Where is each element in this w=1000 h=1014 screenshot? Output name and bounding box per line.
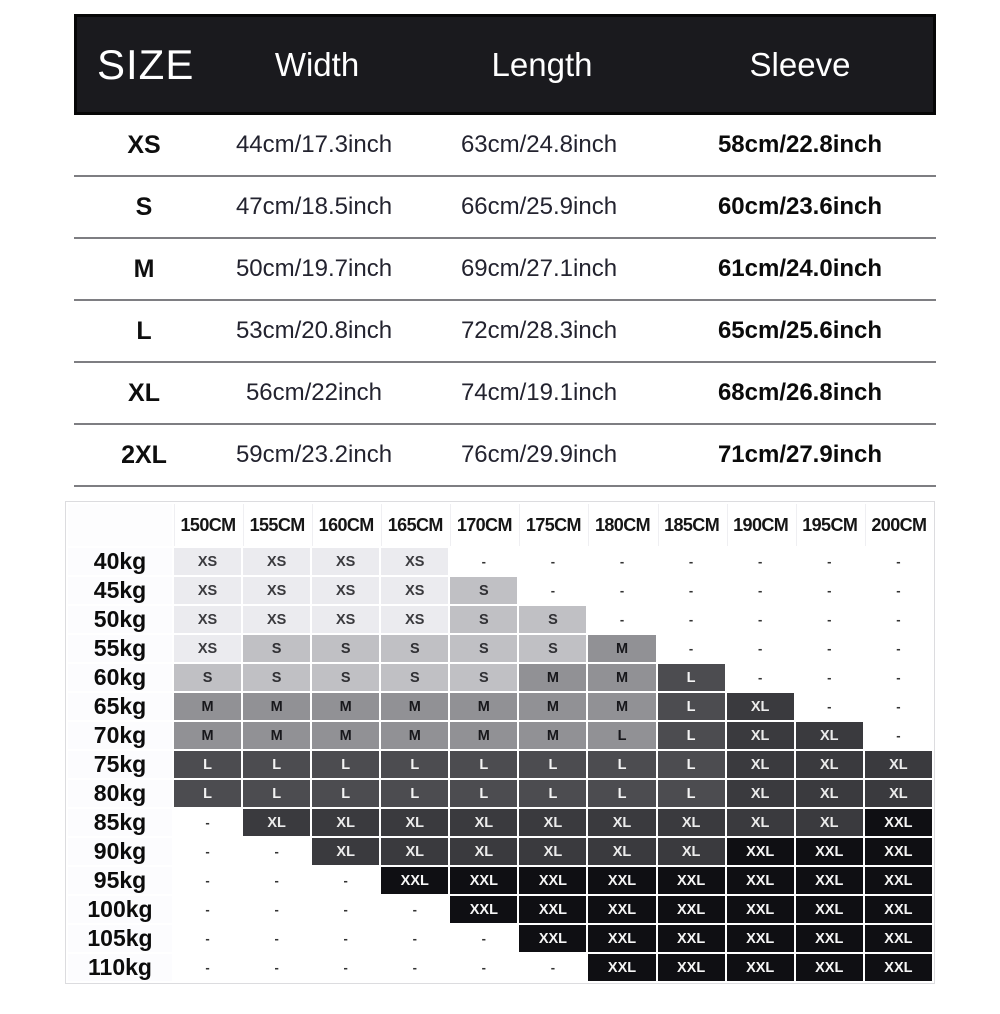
matrix-cell: - — [865, 548, 932, 575]
matrix-cell: L — [450, 780, 517, 807]
matrix-cell: S — [450, 606, 517, 633]
matrix-cell: - — [727, 606, 794, 633]
matrix-cell: L — [174, 751, 241, 778]
matrix-cell: - — [588, 548, 655, 575]
matrix-row — [68, 577, 932, 604]
matrix-cell: M — [450, 722, 517, 749]
matrix-cell: XL — [727, 751, 794, 778]
matrix-cell: L — [588, 780, 655, 807]
sleeve-value: 68cm/26.8inch — [717, 379, 883, 406]
size-label: XL — [128, 378, 160, 407]
size-table-row — [74, 115, 936, 177]
height-header: 195CM — [796, 504, 863, 546]
matrix-cell: XXL — [727, 896, 794, 923]
matrix-cell: XXL — [727, 867, 794, 894]
matrix-cell: - — [174, 809, 241, 836]
length-value: 69cm/27.1inch — [460, 255, 618, 282]
matrix-cell: XL — [865, 751, 932, 778]
size-label: 2XL — [121, 440, 167, 469]
matrix-cell: M — [381, 722, 448, 749]
matrix-cell: L — [243, 780, 310, 807]
size-table-row — [74, 363, 936, 425]
matrix-cell: M — [243, 693, 310, 720]
matrix-cell: - — [588, 577, 655, 604]
matrix-cell: XXL — [588, 896, 655, 923]
length-value: 66cm/25.9inch — [460, 193, 618, 220]
matrix-cell: XXL — [796, 896, 863, 923]
height-header: 175CM — [519, 504, 586, 546]
matrix-cell: XS — [312, 606, 379, 633]
matrix-cell: XXL — [588, 954, 655, 981]
matrix-cell: - — [865, 577, 932, 604]
matrix-cell: XL — [796, 722, 863, 749]
matrix-cell: - — [519, 954, 586, 981]
matrix-cell: XXL — [381, 867, 448, 894]
matrix-cell: - — [865, 606, 932, 633]
weight-label: 75kg — [68, 751, 172, 778]
matrix-cell: XXL — [658, 867, 725, 894]
matrix-cell: XL — [312, 809, 379, 836]
matrix-cell: - — [727, 635, 794, 662]
height-header: 155CM — [243, 504, 310, 546]
matrix-cell: S — [174, 664, 241, 691]
matrix-cell: XXL — [658, 896, 725, 923]
matrix-cell: S — [450, 577, 517, 604]
matrix-cell: XS — [312, 577, 379, 604]
matrix-corner-cell — [68, 504, 172, 546]
matrix-cell: L — [658, 664, 725, 691]
matrix-cell: L — [658, 693, 725, 720]
matrix-cell: M — [381, 693, 448, 720]
matrix-cell: - — [727, 548, 794, 575]
weight-label: 55kg — [68, 635, 172, 662]
matrix-cell: - — [174, 867, 241, 894]
matrix-cell: XXL — [796, 925, 863, 952]
height-header: 160CM — [312, 504, 379, 546]
matrix-cell: XXL — [865, 925, 932, 952]
matrix-cell: L — [381, 751, 448, 778]
matrix-cell: - — [865, 693, 932, 720]
matrix-cell: L — [519, 751, 586, 778]
matrix-cell: - — [658, 635, 725, 662]
matrix-cell: - — [450, 925, 517, 952]
matrix-row — [68, 809, 932, 836]
matrix-cell: - — [727, 664, 794, 691]
width-value: 44cm/17.3inch — [235, 131, 393, 158]
matrix-cell: XXL — [727, 954, 794, 981]
matrix-cell: M — [174, 693, 241, 720]
length-value: 63cm/24.8inch — [460, 131, 618, 158]
weight-label: 60kg — [68, 664, 172, 691]
matrix-cell: L — [658, 780, 725, 807]
size-table-row — [74, 239, 936, 301]
matrix-cell: XL — [312, 838, 379, 865]
matrix-cell: - — [174, 896, 241, 923]
matrix-cell: S — [243, 635, 310, 662]
size-label: S — [135, 192, 153, 221]
height-header: 190CM — [727, 504, 794, 546]
length-value: 76cm/29.9inch — [460, 441, 618, 468]
matrix-cell: XL — [658, 809, 725, 836]
matrix-cell: XL — [658, 838, 725, 865]
matrix-cell: S — [450, 664, 517, 691]
fit-matrix-body — [68, 548, 932, 981]
matrix-row — [68, 635, 932, 662]
matrix-cell: - — [450, 954, 517, 981]
matrix-cell: XXL — [865, 867, 932, 894]
width-value: 47cm/18.5inch — [235, 193, 393, 220]
fit-matrix-header — [68, 504, 932, 546]
size-label: L — [136, 316, 152, 345]
matrix-cell: XXL — [796, 867, 863, 894]
matrix-row — [68, 896, 932, 923]
header-sleeve: Sleeve — [749, 45, 851, 83]
matrix-cell: - — [381, 954, 448, 981]
matrix-cell: XS — [174, 548, 241, 575]
matrix-cell: XL — [519, 838, 586, 865]
matrix-cell: XL — [796, 780, 863, 807]
matrix-cell: XL — [450, 838, 517, 865]
size-table-row — [74, 177, 936, 239]
sleeve-value: 71cm/27.9inch — [717, 441, 883, 468]
matrix-cell: L — [588, 751, 655, 778]
matrix-row — [68, 925, 932, 952]
weight-label: 95kg — [68, 867, 172, 894]
matrix-cell: XL — [727, 780, 794, 807]
matrix-cell: XL — [727, 722, 794, 749]
height-header-row — [68, 504, 932, 546]
matrix-cell: XXL — [727, 925, 794, 952]
width-value: 56cm/22inch — [245, 379, 383, 406]
weight-label: 65kg — [68, 693, 172, 720]
matrix-cell: L — [312, 780, 379, 807]
matrix-cell: XXL — [519, 867, 586, 894]
matrix-cell: XXL — [588, 925, 655, 952]
matrix-cell: M — [588, 693, 655, 720]
matrix-row — [68, 606, 932, 633]
matrix-cell: XS — [174, 577, 241, 604]
matrix-cell: XXL — [519, 896, 586, 923]
width-value: 50cm/19.7inch — [235, 255, 393, 282]
matrix-cell: - — [727, 577, 794, 604]
matrix-cell: - — [796, 664, 863, 691]
matrix-cell: - — [658, 606, 725, 633]
matrix-cell: - — [796, 577, 863, 604]
garment-size-table — [74, 14, 936, 487]
matrix-row — [68, 693, 932, 720]
sleeve-value: 61cm/24.0inch — [717, 255, 883, 282]
matrix-cell: XL — [450, 809, 517, 836]
matrix-cell: - — [243, 838, 310, 865]
matrix-cell: XS — [381, 606, 448, 633]
matrix-cell: XXL — [796, 838, 863, 865]
height-header: 185CM — [658, 504, 725, 546]
size-label: M — [133, 254, 155, 283]
matrix-cell: XS — [312, 548, 379, 575]
matrix-cell: XS — [243, 548, 310, 575]
matrix-cell: S — [312, 664, 379, 691]
matrix-cell: - — [865, 722, 932, 749]
matrix-cell: - — [243, 954, 310, 981]
matrix-cell: - — [312, 896, 379, 923]
width-value: 53cm/20.8inch — [235, 317, 393, 344]
matrix-cell: XXL — [796, 954, 863, 981]
matrix-cell: XXL — [519, 925, 586, 952]
weight-label: 85kg — [68, 809, 172, 836]
matrix-cell: - — [312, 925, 379, 952]
size-label: XS — [127, 130, 161, 159]
size-chart-page — [0, 14, 1000, 1014]
size-table-rows — [74, 115, 936, 487]
matrix-cell: - — [588, 606, 655, 633]
matrix-cell: XL — [727, 693, 794, 720]
matrix-cell: - — [381, 925, 448, 952]
size-table-header — [74, 14, 936, 115]
header-size: SIZE — [97, 40, 195, 88]
matrix-cell: XS — [174, 606, 241, 633]
matrix-cell: M — [588, 635, 655, 662]
matrix-cell: - — [243, 896, 310, 923]
header-length: Length — [491, 45, 593, 83]
matrix-cell: M — [243, 722, 310, 749]
matrix-cell: XL — [588, 838, 655, 865]
matrix-cell: L — [519, 780, 586, 807]
matrix-cell: - — [519, 577, 586, 604]
matrix-cell: XXL — [865, 838, 932, 865]
matrix-cell: XL — [519, 809, 586, 836]
matrix-cell: - — [796, 693, 863, 720]
sleeve-value: 58cm/22.8inch — [717, 131, 883, 158]
matrix-cell: XXL — [450, 896, 517, 923]
matrix-row — [68, 751, 932, 778]
matrix-cell: - — [243, 867, 310, 894]
matrix-cell: L — [174, 780, 241, 807]
length-value: 74cm/19.1inch — [460, 379, 618, 406]
matrix-cell: - — [381, 896, 448, 923]
matrix-cell: XL — [796, 809, 863, 836]
matrix-cell: XL — [381, 809, 448, 836]
matrix-cell: XS — [381, 577, 448, 604]
sleeve-value: 60cm/23.6inch — [717, 193, 883, 220]
matrix-cell: M — [519, 693, 586, 720]
height-header: 165CM — [381, 504, 448, 546]
matrix-cell: XL — [588, 809, 655, 836]
matrix-row — [68, 780, 932, 807]
matrix-cell: L — [243, 751, 310, 778]
matrix-cell: - — [796, 548, 863, 575]
matrix-cell: - — [450, 548, 517, 575]
header-width: Width — [274, 45, 360, 83]
matrix-row — [68, 664, 932, 691]
weight-label: 110kg — [68, 954, 172, 981]
matrix-cell: XXL — [588, 867, 655, 894]
matrix-cell: XXL — [727, 838, 794, 865]
matrix-cell: - — [519, 548, 586, 575]
matrix-cell: S — [381, 635, 448, 662]
matrix-cell: - — [174, 925, 241, 952]
matrix-cell: L — [658, 751, 725, 778]
matrix-cell: XS — [243, 577, 310, 604]
matrix-row — [68, 722, 932, 749]
matrix-cell: XXL — [658, 954, 725, 981]
matrix-cell: XS — [243, 606, 310, 633]
matrix-cell: XXL — [450, 867, 517, 894]
weight-label: 50kg — [68, 606, 172, 633]
weight-label: 90kg — [68, 838, 172, 865]
width-value: 59cm/23.2inch — [235, 441, 393, 468]
matrix-cell: S — [243, 664, 310, 691]
matrix-row — [68, 838, 932, 865]
matrix-row — [68, 867, 932, 894]
matrix-cell: L — [450, 751, 517, 778]
sleeve-value: 65cm/25.6inch — [717, 317, 883, 344]
height-header: 200CM — [865, 504, 932, 546]
matrix-cell: - — [658, 548, 725, 575]
matrix-cell: - — [658, 577, 725, 604]
matrix-cell: S — [519, 606, 586, 633]
weight-label: 100kg — [68, 896, 172, 923]
matrix-cell: M — [450, 693, 517, 720]
matrix-cell: XXL — [865, 896, 932, 923]
weight-label: 105kg — [68, 925, 172, 952]
matrix-cell: M — [174, 722, 241, 749]
matrix-cell: XL — [796, 751, 863, 778]
size-table-row — [74, 301, 936, 363]
matrix-cell: M — [312, 693, 379, 720]
height-header: 170CM — [450, 504, 517, 546]
weight-label: 70kg — [68, 722, 172, 749]
matrix-cell: XL — [727, 809, 794, 836]
matrix-cell: S — [519, 635, 586, 662]
matrix-row — [68, 954, 932, 981]
matrix-cell: - — [243, 925, 310, 952]
matrix-cell: L — [588, 722, 655, 749]
height-header: 150CM — [174, 504, 241, 546]
matrix-cell: XXL — [865, 809, 932, 836]
matrix-cell: - — [174, 954, 241, 981]
matrix-cell: - — [796, 606, 863, 633]
matrix-cell: S — [381, 664, 448, 691]
matrix-cell: S — [450, 635, 517, 662]
matrix-cell: M — [312, 722, 379, 749]
matrix-cell: M — [519, 722, 586, 749]
matrix-cell: L — [381, 780, 448, 807]
height-header: 180CM — [588, 504, 655, 546]
matrix-cell: L — [658, 722, 725, 749]
matrix-cell: M — [519, 664, 586, 691]
weight-label: 40kg — [68, 548, 172, 575]
size-table-row — [74, 425, 936, 487]
matrix-cell: M — [588, 664, 655, 691]
fit-matrix-table — [66, 502, 934, 983]
matrix-cell: - — [865, 664, 932, 691]
weight-label: 45kg — [68, 577, 172, 604]
matrix-cell: - — [865, 635, 932, 662]
weight-label: 80kg — [68, 780, 172, 807]
matrix-cell: S — [312, 635, 379, 662]
matrix-cell: XXL — [658, 925, 725, 952]
matrix-cell: XXL — [865, 954, 932, 981]
matrix-cell: XL — [381, 838, 448, 865]
matrix-cell: - — [174, 838, 241, 865]
matrix-row — [68, 548, 932, 575]
matrix-cell: XL — [243, 809, 310, 836]
matrix-cell: - — [312, 954, 379, 981]
length-value: 72cm/28.3inch — [460, 317, 618, 344]
matrix-cell: - — [796, 635, 863, 662]
matrix-cell: XL — [865, 780, 932, 807]
matrix-cell: XS — [174, 635, 241, 662]
matrix-cell: - — [312, 867, 379, 894]
matrix-cell: L — [312, 751, 379, 778]
matrix-cell: XS — [381, 548, 448, 575]
